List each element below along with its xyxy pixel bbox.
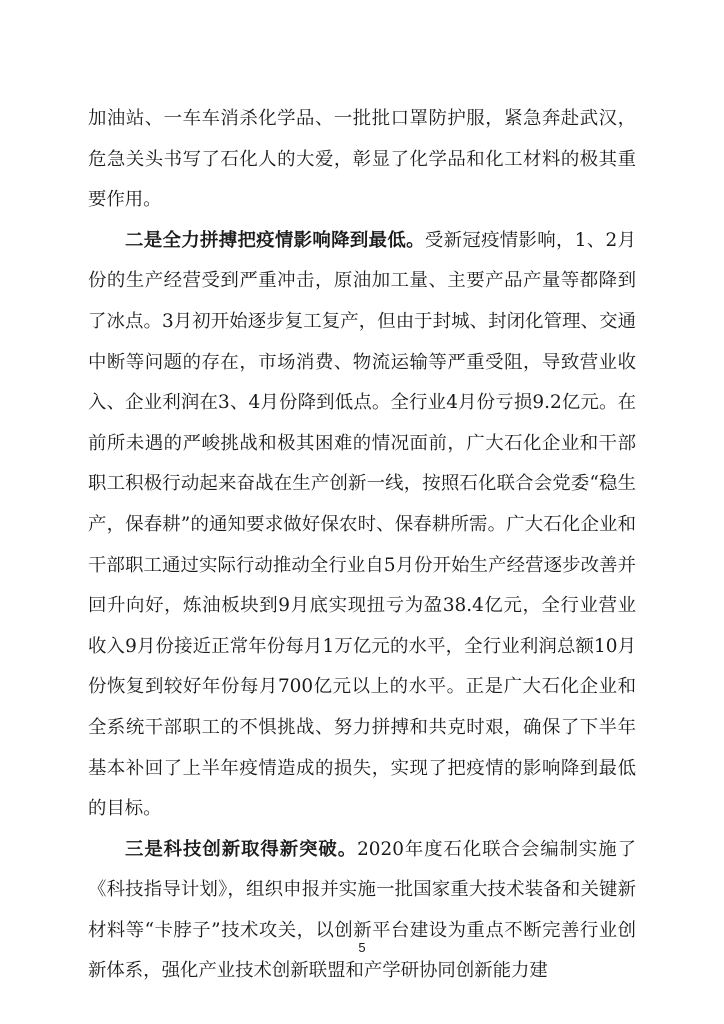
body-text [88,99,636,992]
paragraph-text: 受新冠疫情影响，1、2月份的生产经营受到严重冲击，原油加工量、主要产品产量等都降到了冰点。3月初开始逐步复工复产，但由于封城、封闭化管理、交通中断等问题的存在，市场消费、物流运输等严重受阻，导致营业收入、企业利润在3、4月份降到低点。全行业4月份亏损9.2亿元。在前所未遇的严峻挑战和极其困难的情况面前，广大石化企业和干部职工积极行动起来奋战在生产创新一线，按照石化联合会党委“稳生产，保春耕”的通知要求做好保农时、保春耕所需。广大石化企业和干部职工通过实际行动推动全行业自5月份开始生产经营逐步改善并回升向好，炼油板块到9月底实现扭亏为盈38.4亿元，全行业营业收入9月份接近正常年份每月1万亿元的水平，全行业利润总额10月份恢复到较好年份每月700亿元以上的水平。正是广大石化企业和全系统干部职工的不惧挑战、努力拼搏和共克时艰，确保了下半年基本补回了上半年疫情造成的损失，实现了把疫情的影响降到最低的目标。 [88,229,636,820]
page-number: 5 [358,940,366,955]
paragraph-lead: 三是科技创新取得新突破。 [125,838,358,860]
paragraph-continuation [88,99,636,221]
paragraph-epidemic-impact [88,221,636,830]
paragraph-text: 2020年度石化联合会编制实施了《科技指导计划》，组织申报并实施一批国家重大技术装备和关键新材料等“卡脖子”技术攻关，以创新平台建设为重点不断完善行业创新体系，强化产业技术创新联盟和产学研协同创新能力建 [88,838,636,982]
paragraph-lead: 二是全力拼搏把疫情影响降到最低。 [125,229,425,251]
paragraph-text: 加油站、一车车消杀化学品、一批批口罩防护服，紧急奔赴武汉，危急关头书写了石化人的大爱，彰显了化学品和化工材料的极其重要作用。 [88,108,636,211]
paragraph-tech-innovation [88,830,636,992]
